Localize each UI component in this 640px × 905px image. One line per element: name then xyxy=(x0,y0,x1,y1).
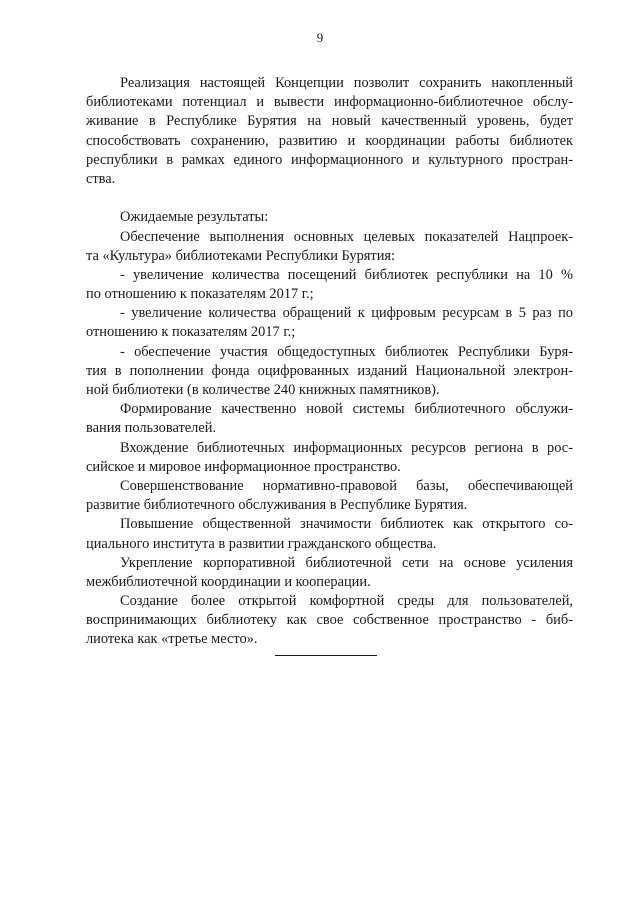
paragraph-line: воспринимающих библиотеку как свое собственное пространство - биб- xyxy=(86,612,573,629)
paragraph-line: живание в Республике Бурятия на новый качественный уровень, будет xyxy=(86,113,573,130)
list-item-line: отношению к показателям 2017 г.; xyxy=(86,324,296,341)
list-item-line: - увеличение количества посещений библиотек республики на 10 % xyxy=(120,266,573,283)
document-body xyxy=(86,74,573,650)
paragraph-line: Повышение общественной значимости библиотек как открытого со- xyxy=(120,516,573,533)
paragraph-line: циального института в развитии гражданского общества. xyxy=(86,535,437,552)
paragraph-line: Формирование качественно новой системы библиотечного обслужи- xyxy=(120,401,573,418)
paragraph-line: Совершенствование нормативно-правовой базы, обеспечивающей xyxy=(120,477,573,494)
paragraph-line: Укрепление корпоративной библиотечной сети на основе усиления xyxy=(120,554,573,571)
paragraph-line: библиотеками потенциал и вывести информационно-библиотечное обслу- xyxy=(86,94,573,111)
paragraph-line: Обеспечение выполнения основных целевых показателей Нацпроек- xyxy=(120,228,573,245)
paragraph-line: развитие библиотечного обслуживания в Республике Бурятия. xyxy=(86,497,468,514)
paragraph-line: ства. xyxy=(86,170,116,187)
section-heading: Ожидаемые результаты: xyxy=(120,209,269,226)
paragraph-line: республики в рамках единого информационного и культурного простран- xyxy=(86,151,573,168)
list-item-line: по отношению к показателям 2017 г.; xyxy=(86,286,314,303)
page-number: 9 xyxy=(316,30,324,45)
paragraph-line: Реализация настоящей Концепции позволит сохранить накопленный xyxy=(120,75,573,91)
list-item-line: - обеспечение участия общедоступных библиотек Республики Буря- xyxy=(120,343,573,360)
paragraph-line: та «Культура» библиотеками Республики Бурятия: xyxy=(86,247,396,264)
paragraph-spacer xyxy=(86,189,573,208)
paragraph-line: межбиблиотечной координации и кооперации. xyxy=(86,573,371,590)
list-item-line: ной библиотеки (в количестве 240 книжных памятников). xyxy=(86,382,440,398)
list-item-line: - увеличение количества обращений к цифровым ресурсам в 5 раз по xyxy=(120,305,573,322)
paragraph-line: сийское и мировое информационное пространство. xyxy=(86,458,401,475)
paragraph-line: вания пользователей. xyxy=(86,420,217,437)
closing-rule xyxy=(275,655,377,656)
paragraph-line: лиотека как «третье место». xyxy=(86,631,258,648)
list-item-line: тия в пополнении фонда оцифрованных изданий Национальной электрон- xyxy=(86,362,573,379)
paragraph-line: Вхождение библиотечных информационных ресурсов региона в рос- xyxy=(120,439,573,456)
paragraph-line: способствовать сохранению, развитию и координации работы библиотек xyxy=(86,132,573,149)
paragraph-line: Создание более открытой комфортной среды для пользователей, xyxy=(120,593,573,610)
